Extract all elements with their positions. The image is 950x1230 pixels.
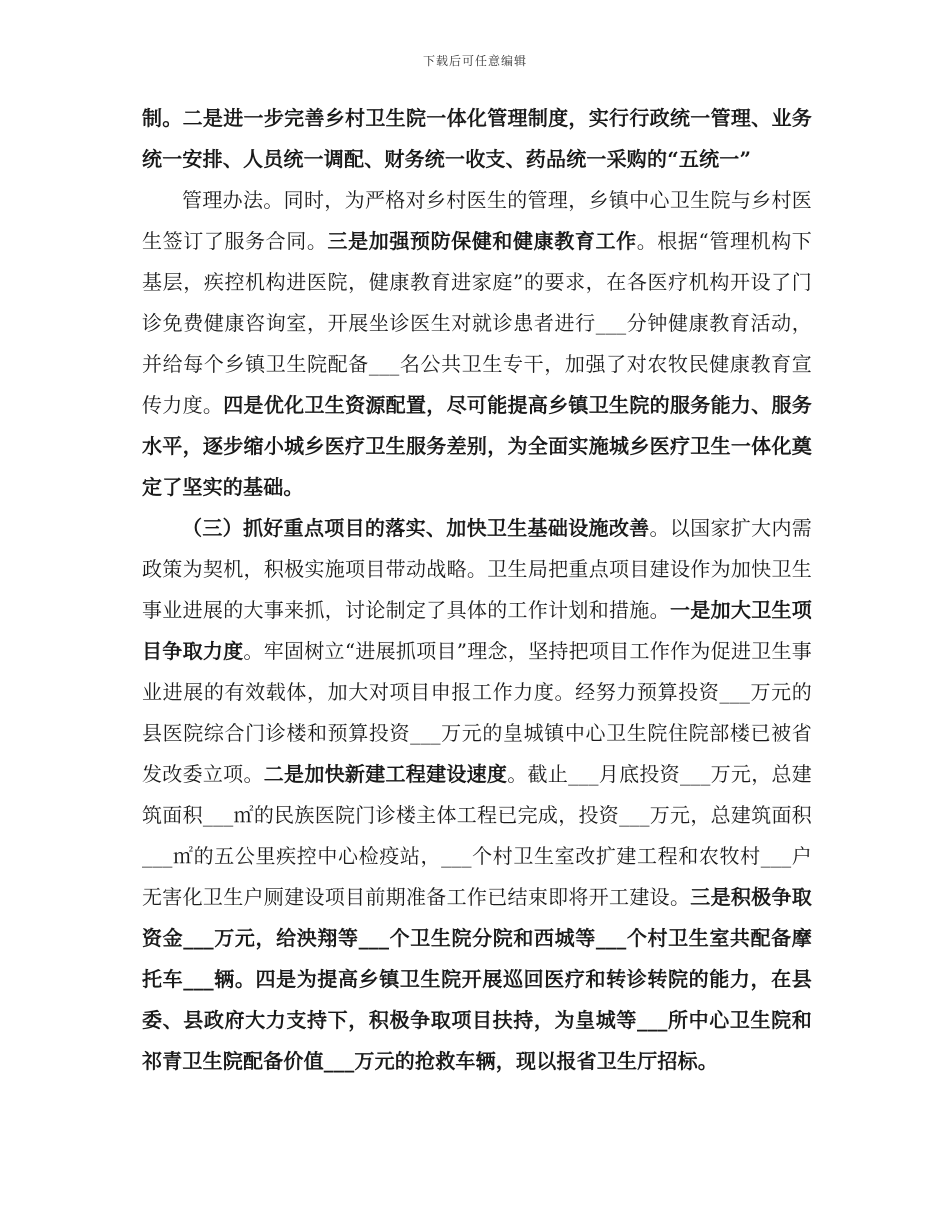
text-run-bold: 一是加大卫生项目争取力度: [142, 598, 813, 663]
text-run: 制。二是进一步完善乡村卫生院一体化管理制度，实行行政统一管理、业务统一安排、人员统一调配、财务统一收支、药品统一采购的“五统一”: [142, 106, 812, 171]
text-run-bold: 三是加强预防保健和健康教育工作: [327, 229, 637, 253]
paragraph-1: [142, 98, 812, 180]
section-heading: （三）抓好重点项目的落实、加快卫生基础设施改善: [182, 516, 650, 540]
text-run-bold: 四是优化卫生资源配置，尽可能提高乡镇卫生院的服务能力、服务水平，逐步缩小城乡医疗卫生服务差别，为全面实施城乡医疗卫生一体化奠定了坚实的基础。: [142, 393, 812, 499]
text-run: 。根据“管理机构下基层，疾控机构进医院，健康教育进家庭”的要求，在各医疗机构开设了门诊免费健康咨询室，开展坐诊医生对就诊患者进行___分钟健康教育活动，并给每个乡镇卫生院配备___名公共卫生专干，加强了对农牧民健康教育宣传力度。: [142, 229, 813, 417]
text-run: 。牢固树立“进展抓项目”理念，坚持把项目工作作为促进卫生事业进展的有效载体，加大对项目申报工作力度。经努力预算投资___万元的县医院综合门诊楼和预算投资___万元的皇城镇中心卫生院住院部楼已被省发改委立项。: [142, 639, 813, 786]
text-run: 管理办法。同时，为严格对乡村医生的管理，乡镇中心卫生院与乡村医生签订了服务合同。: [142, 188, 812, 253]
text-run-bold: 二是加快新建工程建设速度: [263, 762, 508, 786]
paragraph-2: [142, 180, 812, 508]
text-run-bold: 三是积极争取资金___万元，给泱翔等___个卫生院分院和西城等___个村卫生室共配备摩托车___辆。四是为提高乡镇卫生院开展巡回医疗和转诊转院的能力，在县委、县政府大力支持下，积极争取项目扶持，为皇城等___所中心卫生院和祁青卫生院配备价值___万元的抢救车辆，现以报省卫生厅招标。: [142, 885, 812, 1073]
page-header-note: 下载后可任意编辑: [422, 54, 527, 68]
document-body: [142, 98, 812, 1082]
paragraph-3: [142, 508, 812, 1082]
text-run: 。截止___月底投资___万元，总建筑面积___㎡的民族医院门诊楼主体工程已完成，投资___万元，总建筑面积___㎡的五公里疾控中心检疫站，___个村卫生室改扩建工程和农牧村___户无害化卫生户厕建设项目前期准备工作已结束即将开工建设。: [142, 762, 813, 909]
text-run: 。以国家扩大内需政策为契机，积极实施项目带动战略。卫生局把重点项目建设作为加快卫生事业进展的大事来抓，讨论制定了具体的工作计划和措施。: [142, 516, 812, 622]
